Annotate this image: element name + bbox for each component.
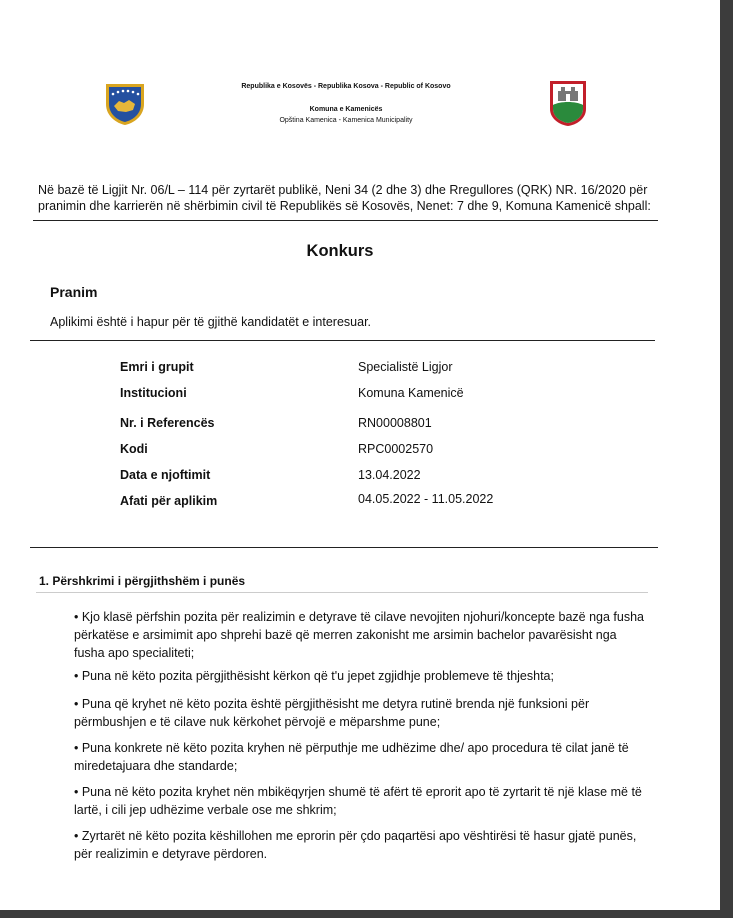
page-title: Konkurs: [306, 242, 374, 260]
section-underline: [36, 592, 648, 593]
detail-value-reference: RN00008801: [358, 416, 432, 430]
section-title: 1. Përshkrimi i përgjithshëm i punës: [39, 574, 246, 588]
description-bullet: • Kjo klasë përfshin pozita për realizimin e detyrave të cilave nevojiten njohuri/koncepte bazë nga fusha përkatëse e arsimimit apo shprehi bazë që merren zakonisht me arsimin bachelor pavarësisht nga fusha apo specialiteti;: [74, 610, 644, 660]
detail-label-reference: Nr. i Referencës: [120, 416, 215, 430]
detail-value-code: RPC0002570: [358, 442, 434, 456]
header-municipality-translation: Opština Kamenica - Kamenica Municipality: [279, 117, 413, 124]
detail-label-application-deadline: Afati për aplikim: [120, 494, 218, 508]
open-application-text: Aplikimi është i hapur për të gjithë kandidatët e interesuar.: [50, 315, 372, 329]
subtitle: Pranim: [50, 284, 98, 300]
description-bullet: • Puna në këto pozita kryhet nën mbikëqyrjen shumë të afërt të eprorit apo të zyrtarit të një klase më të lartë, i cili jep udhëzime verbale ose me shkrim;: [74, 785, 642, 817]
detail-value-notice-date: 13.04.2022: [358, 468, 421, 482]
description-bullet: • Puna në këto pozita përgjithësisht kërkon që t'u jepet zgjidhje problemeve të thjeshta;: [74, 669, 554, 683]
header-municipality-line: Komuna e Kamenicës: [309, 106, 383, 113]
detail-label-notice-date: Data e njoftimit: [120, 468, 211, 482]
detail-label-group-name: Emri i grupit: [120, 360, 194, 374]
detail-label-code: Kodi: [120, 442, 148, 456]
divider: [30, 547, 658, 548]
description-bullet: • Puna konkrete në këto pozita kryhen në përputhje me udhëzime dhe/ apo procedura të cilat janë të miredetajuara dhe standarde;: [74, 741, 629, 773]
description-bullet: • Zyrtarët në këto pozita këshillohen me eprorin për çdo paqartësi apo vështirësi të hasur gjatë punës, për realizimin e detyrave përdoren.: [74, 829, 637, 861]
detail-label-institution: Institucioni: [120, 386, 187, 400]
description-bullet: • Puna që kryhet në këto pozita është përgjithësisht me detyra rutinë brenda një funksioni për përmbushjen e të cilave nuk kërkohet përvojë e mëparshme pune;: [74, 697, 590, 729]
legal-basis-paragraph: Në bazë të Ligjit Nr. 06/L – 114 për zyrtarët publikë, Neni 34 (2 dhe 3) dhe Rregullores (QRK) NR. 16/2020 për pranimin dhe karrierën në shërbimin civil të Republikës së Kosovës, Nenet: 7 dhe 9, Komuna Kamenicë shpall:: [38, 183, 651, 213]
divider: [30, 340, 655, 341]
kosovo-coat-of-arms: [104, 82, 146, 126]
detail-value-group-name: Specialistë Ligjor: [358, 360, 453, 374]
kamenica-coat-of-arms: [548, 79, 588, 127]
detail-value-institution: Komuna Kamenicë: [358, 386, 464, 400]
divider: [33, 220, 658, 221]
detail-value-application-deadline: 04.05.2022 - 11.05.2022: [358, 492, 494, 506]
header-republic-line: Republika e Kosovës - Republika Kosova - Republic of Kosovo: [241, 83, 451, 90]
